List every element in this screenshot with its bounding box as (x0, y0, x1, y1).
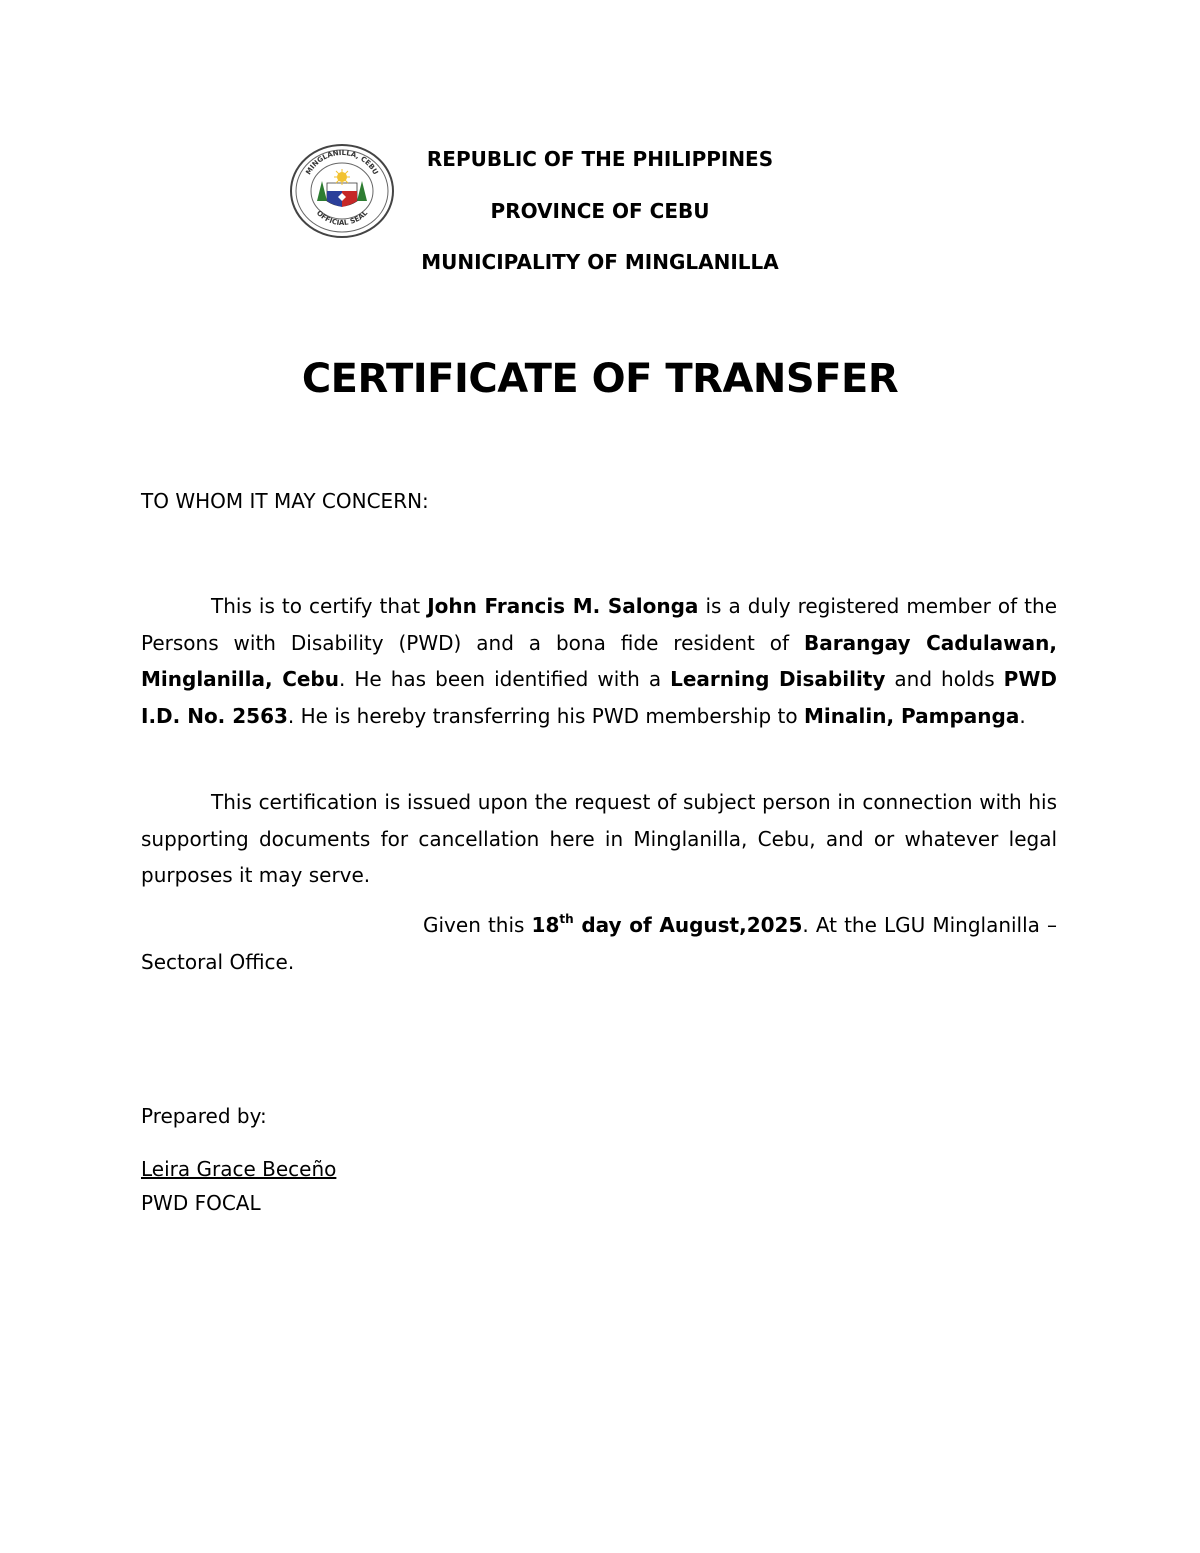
issue-day-suffix: th (559, 912, 574, 926)
prepared-by-label: Prepared by: (141, 1104, 267, 1128)
person-name: John Francis M. Salonga (427, 594, 699, 618)
signer-title: PWD FOCAL (141, 1191, 261, 1215)
issue-day: 18th (531, 912, 574, 937)
municipal-seal-icon (289, 143, 395, 239)
issue-month-year: day of August,2025 (573, 913, 803, 937)
pwd-id-number: PWD I.D. No. 2563 (141, 667, 1057, 728)
purpose-paragraph: This certification is issued upon the request of subject person in connection with his supporting documents for cancellation here in Minglanilla, Cebu, and or whatever legal purposes it may serve. (141, 790, 1057, 887)
transfer-destination: Minalin, Pampanga (804, 703, 1020, 728)
address: Barangay Cadulawan, Minglanilla, Cebu (141, 630, 1057, 691)
paragraph-text: . He is hereby transferring his PWD membership to (287, 703, 804, 728)
header-municipality: MUNICIPALITY OF MINGLANILLA (421, 250, 779, 274)
salutation: TO WHOM IT MAY CONCERN: (141, 489, 429, 513)
certification-paragraph (141, 588, 1057, 734)
header-republic: REPUBLIC OF THE PHILIPPINES (426, 147, 774, 171)
signer-name: Leira Grace Beceño (141, 1157, 337, 1181)
header-province: PROVINCE OF CEBU (490, 199, 710, 223)
paragraph-text: is a duly registered member of the Persons with Disability (PWD) and a bona fide resident of (141, 594, 1057, 655)
disability-type: Learning Disability (670, 667, 886, 691)
paragraph-text: This is to certify that (211, 594, 428, 618)
issuance-paragraph (141, 907, 1057, 980)
document-title: CERTIFICATE OF TRANSFER (301, 356, 899, 402)
paragraph-text: . He has been identified with a (339, 667, 671, 691)
seal-bottom-text: OFFICIAL SEAL (314, 209, 370, 228)
seal-top-text: MINGLANILLA, CEBU (304, 148, 380, 177)
paragraph-text: . At the LGU Minglanilla – Sectoral Office. (141, 913, 1058, 974)
paragraph-text: Given this (423, 913, 532, 937)
paragraph-text: . (1019, 703, 1026, 728)
paragraph-text: and holds (885, 667, 1004, 691)
